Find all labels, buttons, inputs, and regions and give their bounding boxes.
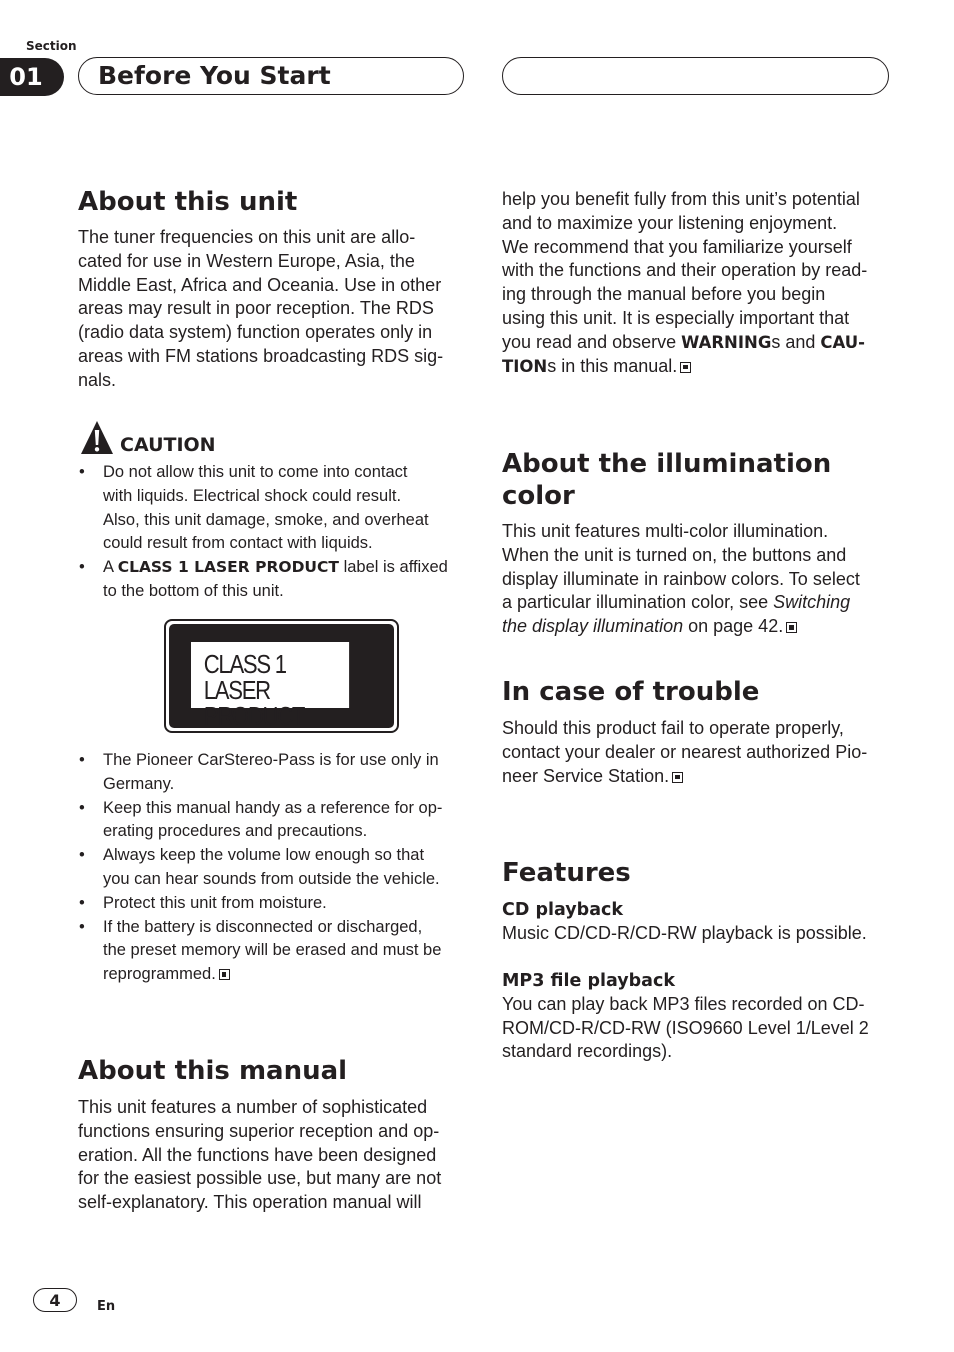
text-line: cated for use in Western Europe, Asia, the <box>78 250 415 271</box>
text-span: a particular illumination color, see <box>502 592 774 613</box>
text-span: reprogrammed. <box>103 965 216 984</box>
cd-playback-heading: CD playback <box>502 900 624 920</box>
list-item <box>78 749 470 797</box>
laser-label-line: LASER PRODUCT <box>203 675 305 731</box>
section-number-tab: 01 <box>0 58 64 96</box>
text-line <box>502 355 894 379</box>
trouble-text <box>502 717 894 788</box>
list-item <box>78 892 470 916</box>
caution-header <box>80 420 216 456</box>
text-span: s in this manual. <box>547 355 678 376</box>
list-item <box>78 916 470 987</box>
text-line: • Protect this unit from moisture. <box>103 893 327 912</box>
text-line <box>103 963 470 987</box>
header-blank-frame <box>502 57 889 95</box>
text-line: could result from contact with liquids. <box>103 534 373 553</box>
trouble-heading: In case of trouble <box>502 677 760 707</box>
text-line: for the easiest possible use, but many are not <box>78 1168 442 1189</box>
features-section <box>502 857 894 1064</box>
text-span: s and <box>771 331 821 352</box>
text-line: the preset memory will be erased and must be <box>103 941 442 960</box>
language-code: En <box>97 1299 116 1314</box>
text-line <box>502 765 894 789</box>
text-line: The tuner frequencies on this unit are allo- <box>78 227 416 247</box>
text-line: ROM/CD-R/CD-RW (ISO9660 Level 1/Level 2 <box>502 1017 869 1038</box>
text-line: • The Pioneer CarStereo-Pass is for use only in <box>103 751 439 769</box>
about-manual-heading: About this manual <box>78 1056 348 1086</box>
text-line: areas may result in poor reception. The RDS <box>78 298 434 319</box>
illumination-heading: About the illumination color <box>502 449 832 511</box>
text-line <box>103 556 470 580</box>
text-line: contact your dealer or nearest authorized Pio- <box>502 741 868 762</box>
text-line: to the bottom of this unit. <box>103 581 284 600</box>
about-manual-section <box>78 1055 470 1215</box>
illumination-text <box>502 520 894 639</box>
text-line: Should this product fail to operate properly, <box>502 718 844 738</box>
about-unit-section <box>78 186 470 393</box>
list-item <box>78 797 470 845</box>
text-line <box>502 331 894 355</box>
list-item <box>78 844 470 892</box>
illumination-section <box>502 448 894 639</box>
text-line: Germany. <box>103 774 175 793</box>
text-line: eration. All the functions have been designed <box>78 1144 437 1165</box>
text-line: with liquids. Electrical shock could result. <box>103 486 402 505</box>
page-number: 4 <box>33 1288 77 1312</box>
text-line: ing through the manual before you begin <box>502 284 826 305</box>
text-span: neer Service Station. <box>502 765 670 786</box>
text-span: A <box>103 558 118 577</box>
emphasis-text: CAU- <box>820 332 866 352</box>
trouble-section <box>502 676 894 788</box>
laser-label-line: CLASS 1 <box>203 649 286 679</box>
text-line <box>502 591 894 615</box>
text-line: Also, this unit damage, smoke, and overheat <box>103 510 429 529</box>
text-span: label is affixed <box>338 558 448 577</box>
text-line: standard recordings). <box>502 1041 673 1062</box>
text-line: self-explanatory. This operation manual will <box>78 1192 422 1213</box>
about-manual-continued <box>502 188 894 378</box>
emphasis-text: WARNING <box>681 332 772 352</box>
cd-playback-text: Music CD/CD-R/CD-RW playback is possible. <box>502 923 867 943</box>
laser-label-text <box>191 642 349 731</box>
text-line: Middle East, Africa and Oceania. Use in other <box>78 274 442 295</box>
text-span: you read and observe <box>502 331 682 352</box>
about-manual-text <box>78 1096 470 1215</box>
text-line: • If the battery is disconnected or discharged, <box>103 917 423 936</box>
about-unit-text <box>78 226 470 393</box>
section-label: Section <box>26 39 77 53</box>
list-item <box>78 461 470 556</box>
mp3-playback-text <box>502 993 894 1064</box>
laser-product-label <box>164 619 399 733</box>
text-line: with the functions and their operation by read- <box>502 260 868 281</box>
text-line: help you benefit fully from this unit’s potential <box>502 189 860 209</box>
text-line <box>502 615 894 639</box>
text-line: When the unit is turned on, the buttons and <box>502 544 847 565</box>
emphasis-text: TION <box>502 356 548 376</box>
warning-triangle-icon <box>80 420 114 456</box>
caution-list <box>78 461 470 604</box>
text-line: • Always keep the volume low enough so that <box>103 846 425 865</box>
text-line: areas with FM stations broadcasting RDS sig- <box>78 345 444 366</box>
about-unit-heading: About this unit <box>78 187 298 217</box>
laser-label-frame <box>169 624 394 731</box>
text-line: you can hear sounds from outside the vehicle. <box>103 869 440 888</box>
text-line: erating procedures and precautions. <box>103 822 368 841</box>
text-line: functions ensuring superior reception and op- <box>78 1120 440 1141</box>
mp3-playback-heading: MP3 file playback <box>502 970 675 991</box>
cross-reference-text: the display illumination <box>502 616 684 637</box>
text-line: • Keep this manual handy as a reference for op- <box>103 798 443 817</box>
text-line: and to maximize your listening enjoyment. <box>502 212 838 233</box>
features-heading: Features <box>502 858 631 888</box>
text-span: on page 42. <box>683 616 784 637</box>
cross-reference-text: Switching <box>773 592 851 613</box>
text-line: display illuminate in rainbow colors. To select <box>502 568 860 589</box>
text-line: You can play back MP3 files recorded on CD- <box>502 993 865 1014</box>
text-line: This unit features a number of sophisticated <box>78 1097 428 1117</box>
text-line: We recommend that you familiarize yourself <box>502 236 852 257</box>
end-mark-icon <box>786 622 797 633</box>
page-title: Before You Start <box>98 61 331 90</box>
text-line: using this unit. It is especially important that <box>502 307 850 328</box>
end-mark-icon <box>672 772 683 783</box>
manual-continued-text <box>502 188 894 378</box>
caution-label: CAUTION <box>120 434 216 456</box>
text-line: • Do not allow this unit to come into contact <box>103 463 408 481</box>
list-item <box>78 556 470 604</box>
end-mark-icon <box>680 362 691 373</box>
text-line: This unit features multi-color illumination. <box>502 521 829 541</box>
text-line: (radio data system) function operates only in <box>78 322 433 343</box>
text-line: nals. <box>78 369 117 390</box>
notes-list <box>78 749 470 987</box>
end-mark-icon <box>219 969 230 980</box>
emphasis-text: CLASS 1 LASER PRODUCT <box>117 558 339 577</box>
